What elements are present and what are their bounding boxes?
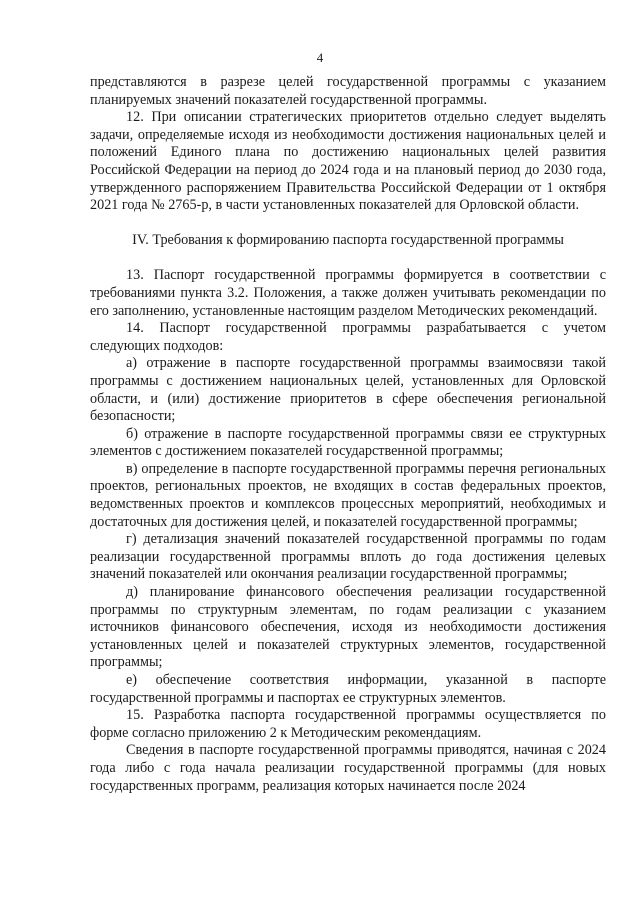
list-item-v: в) определение в паспорте государственной программы перечня региональных проектов, региональных проектов, не входящих в состав федеральных проектов, ведомственных проектов и комплексов процессных мероприятий, необходимых и достаточных для достижения целей, и показателей государственной программы;	[90, 460, 606, 530]
paragraph-13: 13. Паспорт государственной программы формируется в соответствии с требованиями пункта 3.2. Положения, а также должен учитывать рекомендации по его заполнению, установленные настоящим разделом Методических рекомендаций.	[90, 267, 606, 319]
list-item-g: г) детализация значений показателей государственной программы по годам реализации государственной программы вплоть до года достижения целевых значений показателей или окончания реализации государственной программы;	[90, 531, 606, 583]
paragraph-svedeniya: Сведения в паспорте государственной программы приводятся, начиная с 2024 года либо с года начала реализации государственной программы (для новых государственных программ, реализация которых начинается после 2024	[90, 742, 606, 794]
document-body	[90, 74, 606, 795]
list-item-b: б) отражение в паспорте государственной программы связи ее структурных элементов с достижением показателей государственной программы;	[90, 425, 606, 460]
paragraph-continuation: представляются в разрезе целей государственной программы с указанием планируемых значений показателей государственной программы.	[90, 74, 606, 108]
section-heading: IV. Требования к формированию паспорта государственной программы	[132, 231, 564, 248]
list-item-d: д) планирование финансового обеспечения реализации государственной программы по структурным элементам, по годам реализации с указанием источников финансового обеспечения, исходя из необходимости достижения установленных целей и показателей структурных элементов, государственной программы;	[90, 584, 606, 671]
page-number: 4	[316, 50, 324, 65]
paragraph-15: 15. Разработка паспорта государственной программы осуществляется по форме согласно приложению 2 к Методическим рекомендациям.	[90, 707, 606, 741]
paragraph-12: 12. При описании стратегических приоритетов отдельно следует выделять задачи, определяемые исходя из необходимости достижения национальных целей и положений Единого плана по достижению национальных целей развития Российской Федерации на период до 2024 года и на плановый период до 2030 года, утвержденного распоряжением Правительства Российской Федерации от 1 октября 2021 года № 2765-р, в части установленных показателей для Орловской области.	[90, 109, 606, 214]
list-item-e: е) обеспечение соответствия информации, указанной в паспорте государственной программы и паспортах ее структурных элементов.	[90, 672, 606, 706]
paragraph-14: 14. Паспорт государственной программы разрабатывается с учетом следующих подходов:	[90, 320, 606, 354]
list-item-a: а) отражение в паспорте государственной программы взаимосвязи такой программы с достижением национальных целей, установленных для Орловской области, и (или) достижение приоритетов в сфере обеспечения региональной безопасности;	[90, 355, 606, 425]
